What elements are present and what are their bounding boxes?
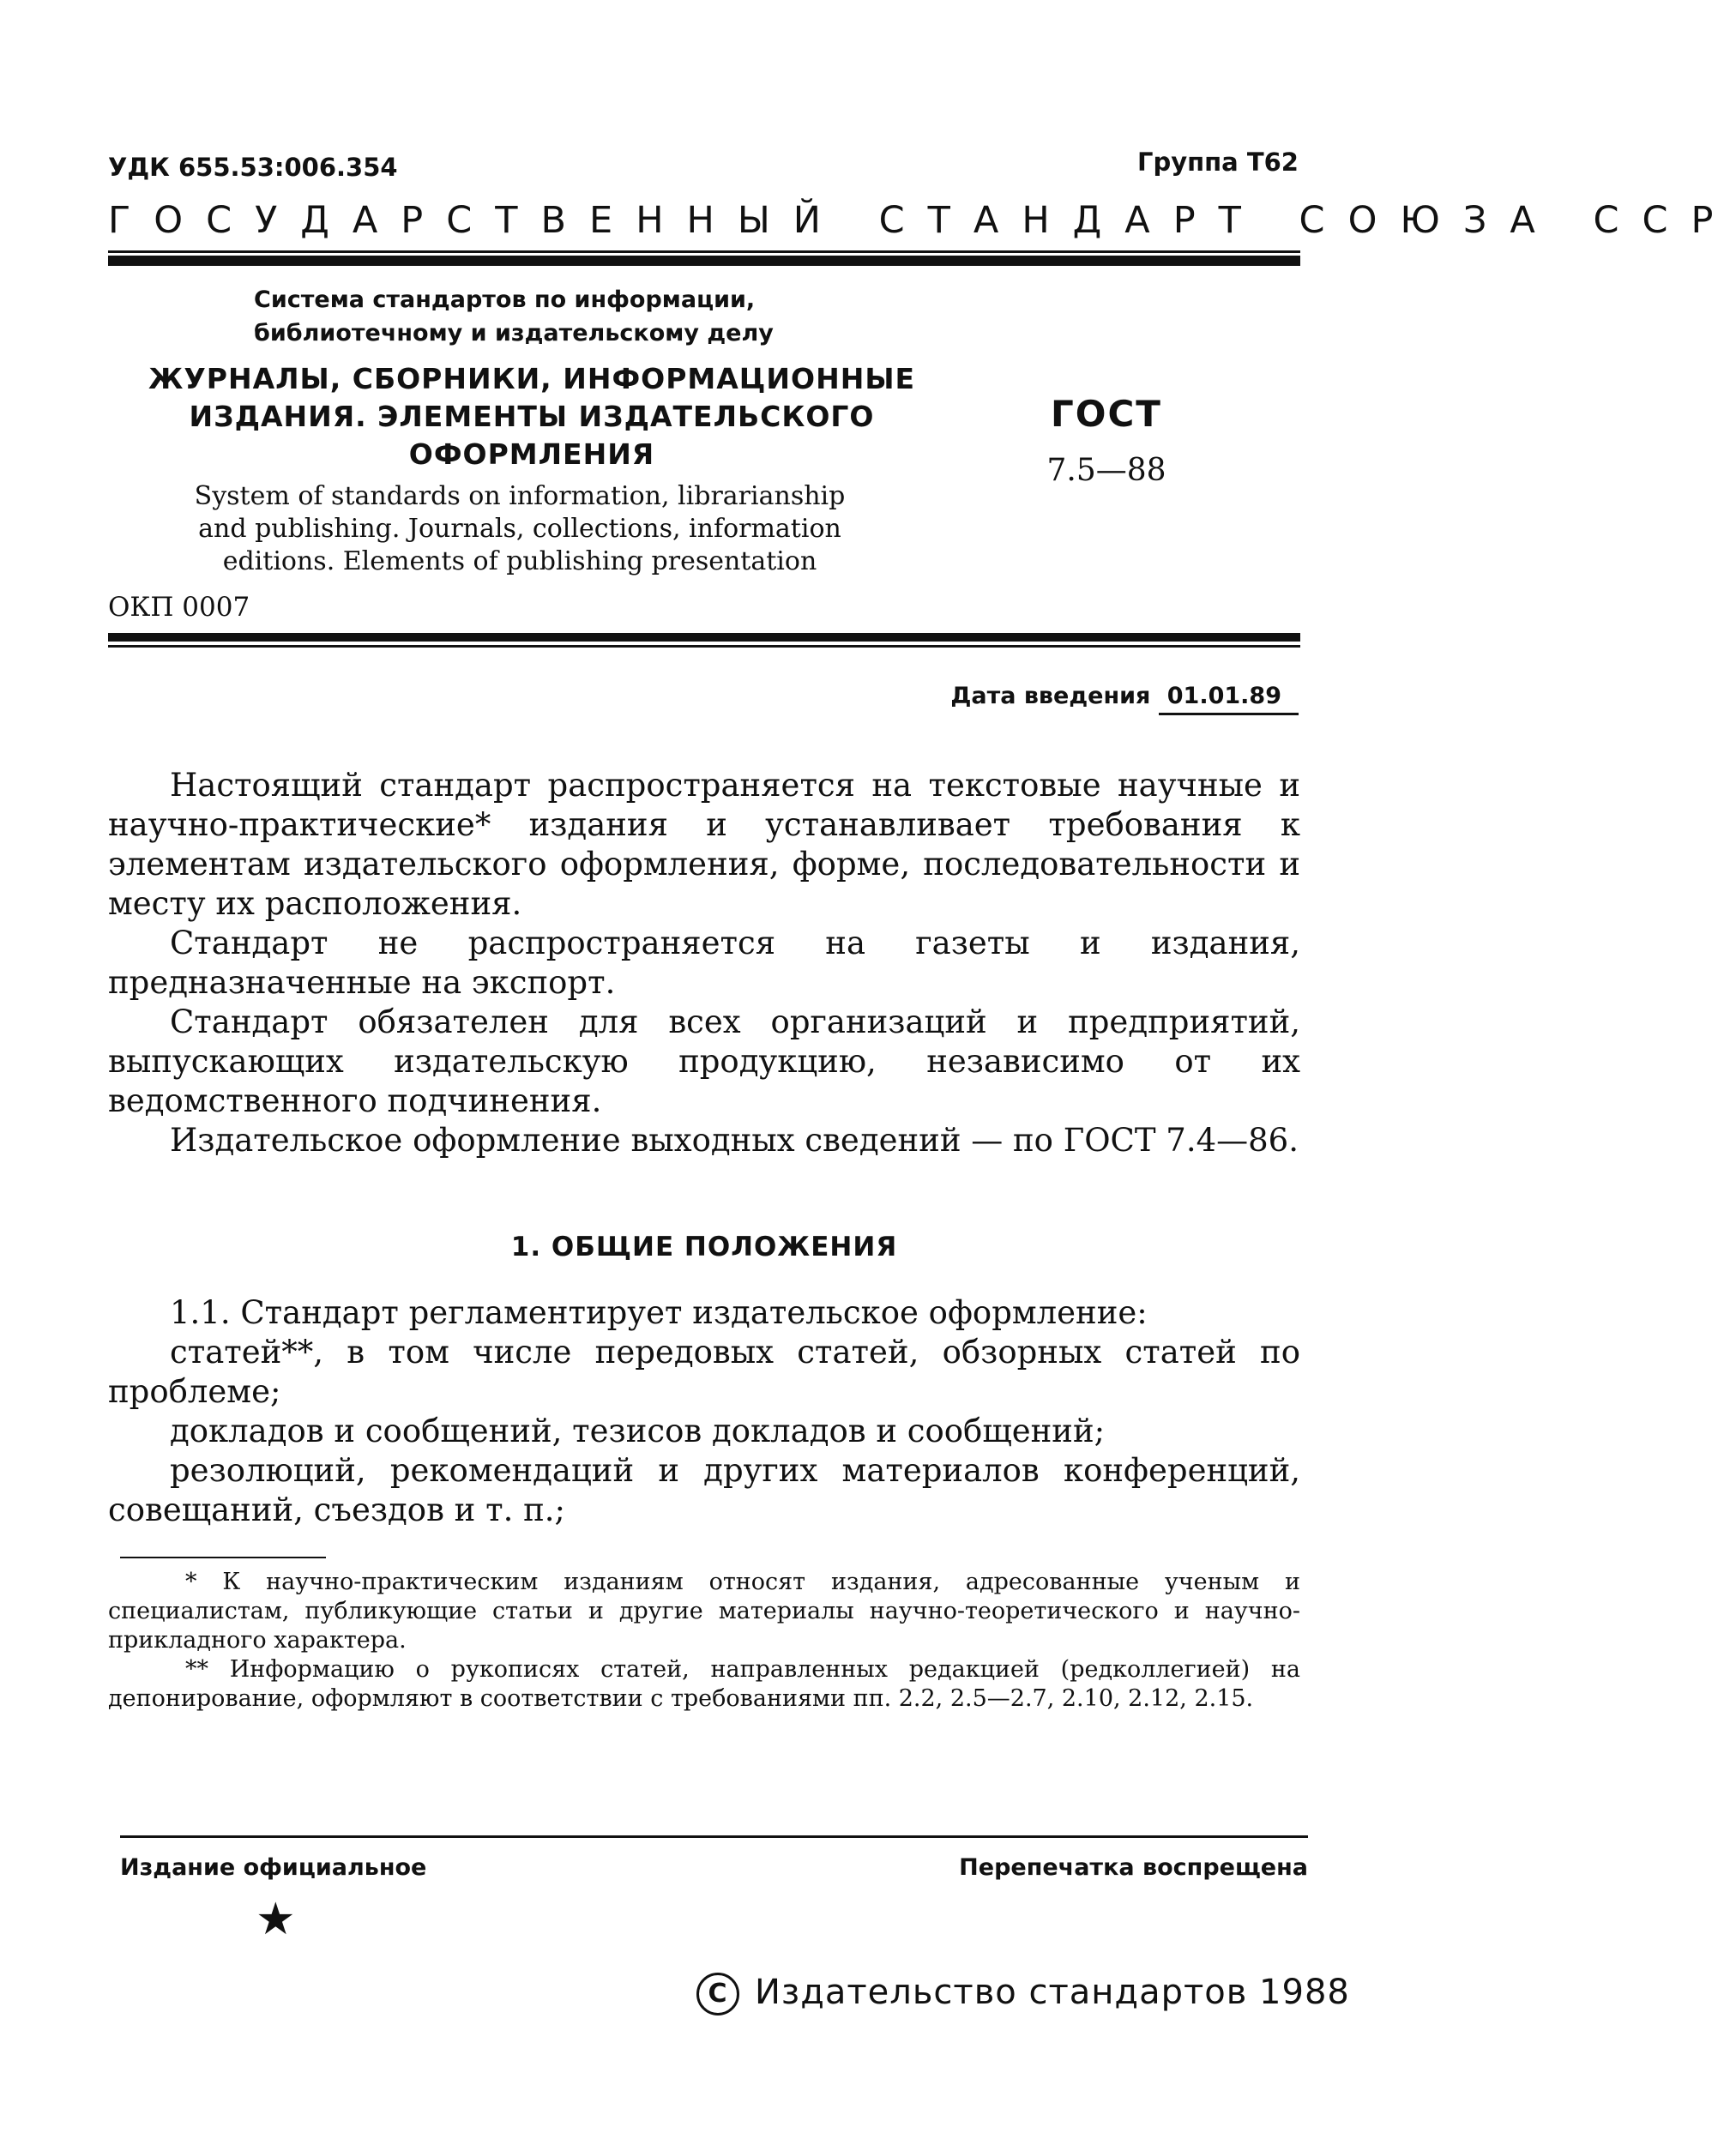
copyright-line <box>696 1973 1350 2015</box>
footnote-divider <box>120 1557 326 1558</box>
title-divider-thick <box>108 633 1300 642</box>
english-line-2: and publishing. Journals, collections, information <box>198 514 841 544</box>
star-icon: ★ <box>256 1894 296 1945</box>
okp-code: ОКП 0007 <box>108 592 250 623</box>
title-line-1: ЖУРНАЛЫ, СБОРНИКИ, ИНФОРМАЦИОННЫЕ <box>148 362 916 395</box>
state-standard-heading: ГОСУДАРСТВЕННЫЙ СТАНДАРТ СОЮЗА ССР <box>108 199 1736 242</box>
section-paragraph-1: 1.1. Стандарт регламентирует издательское оформление: <box>170 1294 1148 1331</box>
english-line-3: editions. Elements of publishing presentation <box>222 546 817 576</box>
introduction-text <box>108 766 1300 1160</box>
section-1-text <box>108 1293 1300 1530</box>
introduction-date-label: Дата введения <box>950 683 1151 709</box>
footnotes <box>108 1568 1300 1714</box>
group-code: Группа Т62 <box>1136 148 1299 177</box>
title-divider-thin <box>108 645 1300 648</box>
copyright-text: Издательство стандартов 1988 <box>755 1973 1350 2012</box>
copyright-icon: С <box>696 1973 739 2015</box>
intro-paragraph-3: Стандарт обязателен для всех организаций и предприятий, выпускающих издательскую продукцию, независимо от их ведомственного подчинения. <box>108 1003 1300 1119</box>
section-paragraph-2: статей**, в том числе передовых статей, обзорных статей по проблеме; <box>108 1334 1300 1410</box>
footnote-2: ** Информацию о рукописях статей, направленных редакцией (редколлегией) на депонирование, оформляют в соответствии с требованиями пп. 2.2, 2.5—2.7, 2.10, 2.12, 2.15. <box>108 1656 1300 1712</box>
introduction-date <box>950 683 1299 709</box>
gost-label: ГОСТ <box>1051 393 1162 435</box>
intro-paragraph-4: Издательское оформление выходных сведений — по ГОСТ 7.4—86. <box>170 1122 1299 1159</box>
title-line-3: ОФОРМЛЕНИЯ <box>408 437 655 471</box>
udk-code: УДК 655.53:006.354 <box>108 153 398 182</box>
english-line-1: System of standards on information, librarianship <box>194 481 846 511</box>
english-title <box>151 480 889 578</box>
reprint-prohibited-label: Перепечатка воспрещена <box>959 1854 1308 1881</box>
header-divider-thin <box>108 250 1300 253</box>
official-edition-label: Издание официальное <box>120 1854 427 1881</box>
section-heading: 1. ОБЩИЕ ПОЛОЖЕНИЯ <box>510 1232 898 1262</box>
document-title <box>146 360 918 473</box>
footer-divider <box>120 1835 1308 1838</box>
footnote-1: * К научно-практическим изданиям относят издания, адресованные ученым и специалистам, публикующие статьи и другие материалы научно-теоретического и научно-прикладного характера. <box>108 1569 1300 1654</box>
intro-paragraph-2: Стандарт не распространяется на газеты и издания, предназначенные на экспорт. <box>108 925 1300 1001</box>
gost-number: 7.5—88 <box>1046 453 1166 488</box>
introduction-date-value: 01.01.89 <box>1159 683 1299 715</box>
title-line-2: ИЗДАНИЯ. ЭЛЕМЕНТЫ ИЗДАТЕЛЬСКОГО <box>189 400 875 433</box>
system-line-1: Система стандартов по информации, <box>254 286 756 313</box>
system-of-standards <box>254 283 854 350</box>
header-divider-thick <box>108 256 1300 266</box>
section-paragraph-3: докладов и сообщений, тезисов докладов и сообщений; <box>170 1413 1106 1449</box>
intro-paragraph-1: Настоящий стандарт распространяется на текстовые научные и научно-практические* издания и устанавливает требования к элементам издательского оформления, форме, последовательности и месту их расположения. <box>108 767 1300 922</box>
system-line-2: библиотечному и издательскому делу <box>254 320 774 346</box>
section-paragraph-4: резолюций, рекомендаций и других материалов конференций, совещаний, съездов и т. п.; <box>108 1452 1300 1528</box>
